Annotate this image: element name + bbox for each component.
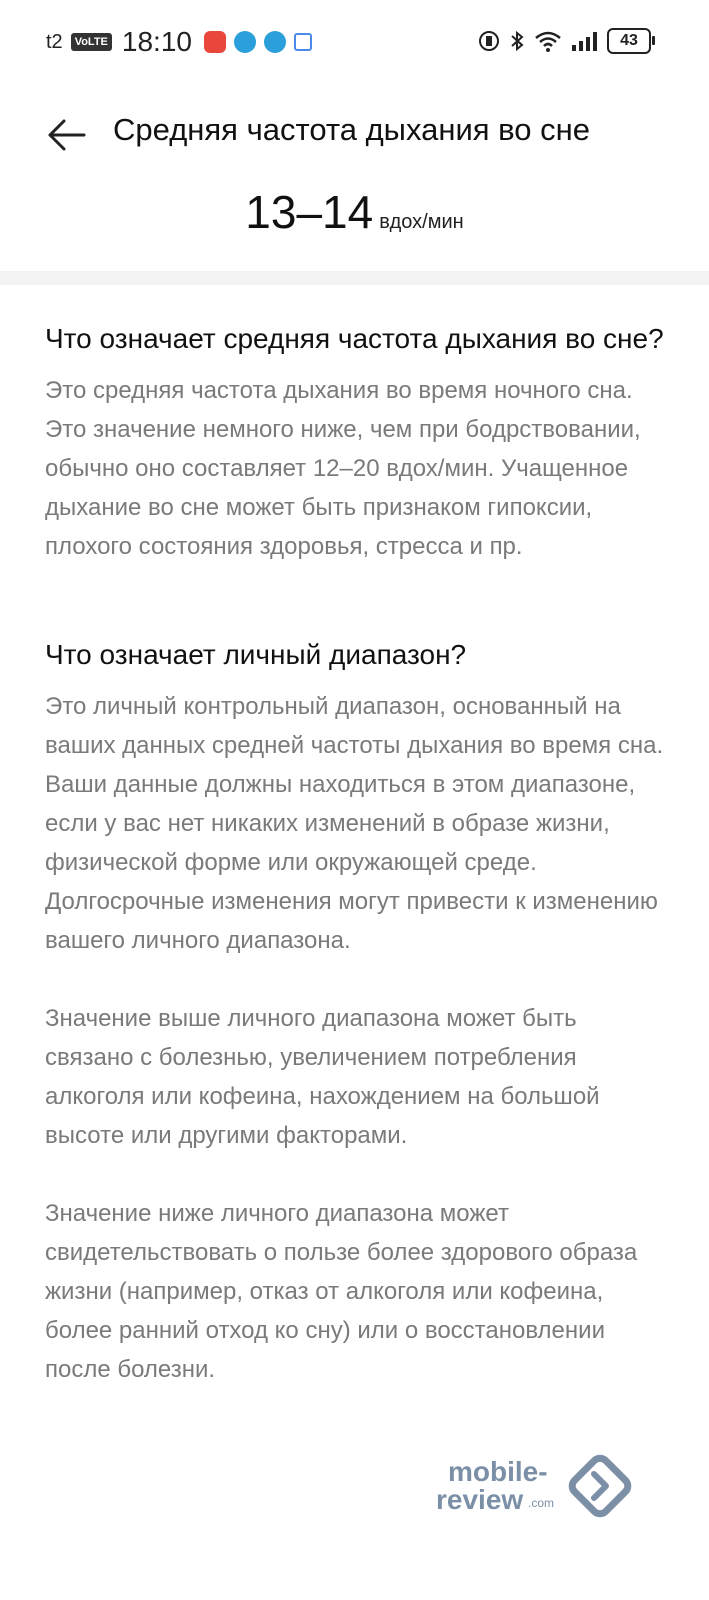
section-paragraph: Значение ниже личного диапазона может свидетельствовать о пользе более здорового образа жизни (например, отказ от алкоголя или кофеина, более ранний отход ко сну) или о восстановлении после болезни. (45, 1200, 638, 1383)
signal-icon (572, 31, 597, 51)
watermark-suffix: .com (528, 1496, 555, 1510)
status-bar (0, 0, 709, 90)
back-arrow-icon (44, 110, 94, 160)
app-header (0, 100, 709, 170)
section-paragraph: Значение выше личного диапазона может быть связано с болезнью, увеличением потребления алкоголя или кофеина, нахождением на большой высоте или другими факторами. (45, 1005, 600, 1149)
telegram-icon (234, 31, 256, 53)
section-heading: Что означает личный диапазон? (45, 639, 467, 670)
page-title: Средняя частота дыхания во сне (113, 112, 591, 147)
watermark-line1: mobile- (448, 1456, 548, 1487)
section-paragraph: Это личный контрольный диапазон, основанный на ваших данных средней частоты дыхания во время сна. Ваши данные должны находиться в этом диапазоне, если у вас нет никаких изменений в образе жизни, физической форме или окружающей среде. Долгосрочные изменения могут привести к изменению вашего личного диапазона. (45, 693, 664, 954)
info-content (45, 300, 665, 1389)
watermark-line2: review (436, 1484, 524, 1515)
bluetooth-icon (510, 30, 524, 52)
watermark-logo-icon (564, 1450, 636, 1522)
back-button[interactable] (44, 110, 94, 160)
summary-value (0, 185, 709, 239)
missed-call-icon (204, 31, 226, 53)
battery-icon (607, 28, 651, 54)
carrier-label: t2 (46, 30, 63, 53)
wifi-icon (534, 30, 562, 52)
telegram-icon (264, 31, 286, 53)
breathing-rate-value: 13–14 (245, 186, 374, 238)
clock: 18:10 (121, 26, 192, 57)
volte-badge: VoLTE (71, 33, 112, 51)
nfc-icon (478, 30, 500, 52)
calendar-icon (294, 33, 312, 51)
breathing-rate-unit: вдох/мин (379, 211, 464, 233)
battery-level: 43 (620, 32, 638, 49)
watermark (432, 1450, 642, 1530)
section-heading: Что означает средняя частота дыхания во сне? (45, 323, 664, 354)
section-divider (0, 271, 709, 285)
section-paragraph: Это средняя частота дыхания во время ночного сна. Это значение немного ниже, чем при бодрствовании, обычно оно составляет 12–20 вдох/мин. Учащенное дыхание во сне может быть признаком гипоксии, плохого состояния здоровья, стресса и пр. (45, 377, 641, 560)
